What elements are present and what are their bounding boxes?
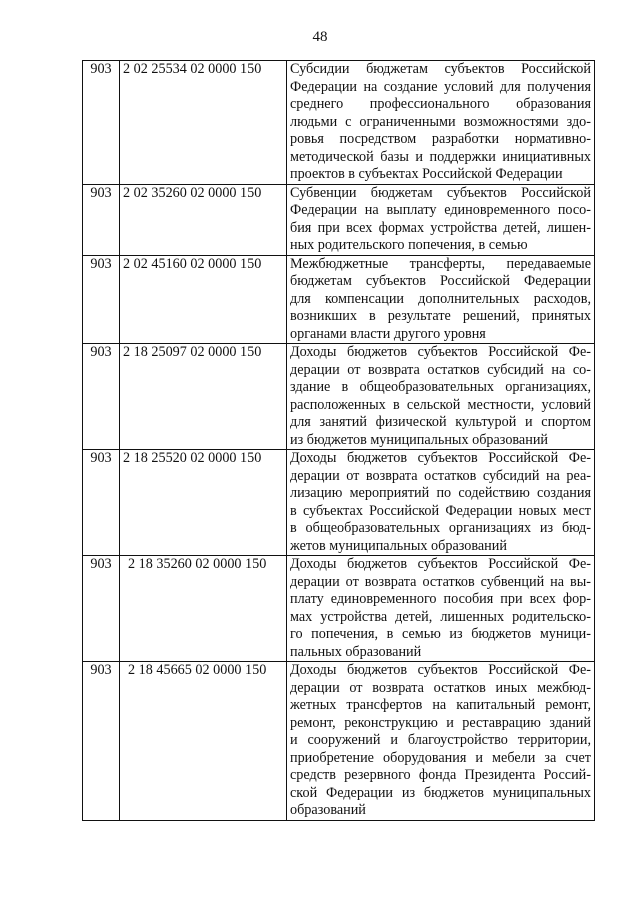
budget-code-cell: 2 02 35260 02 0000 150 bbox=[120, 184, 287, 255]
description-line: Доходы бюджетов субъектов Российской Фе- bbox=[290, 662, 591, 678]
description-line: органами власти другого уровня bbox=[290, 325, 486, 342]
description-cell bbox=[287, 255, 595, 344]
page-number: 48 bbox=[312, 29, 328, 45]
description-line: плату единовременного пособия при всех фор- bbox=[290, 591, 591, 607]
budget-code-cell: 2 02 45160 02 0000 150 bbox=[120, 255, 287, 344]
description-line: лизацию мероприятий по содействию создания bbox=[290, 485, 591, 501]
table-row bbox=[83, 344, 595, 450]
admin-code-cell: 903 bbox=[83, 450, 120, 556]
description-cell bbox=[287, 184, 595, 255]
table-row bbox=[83, 450, 595, 556]
description-line: ровья посредством разработки нормативно- bbox=[290, 131, 591, 147]
description-line: образований bbox=[290, 802, 366, 818]
admin-code-cell: 903 bbox=[83, 556, 120, 662]
description-cell bbox=[287, 662, 595, 821]
description-line: дерации от возврата остатков иных межбюд- bbox=[290, 679, 591, 696]
description-line: Федерации на выплату единовременного посо- bbox=[290, 202, 591, 218]
description-line: бия при всех формах устройства детей, лишен- bbox=[290, 219, 591, 236]
budget-classification-table bbox=[82, 60, 595, 821]
description-line: для занятий физической культурой и спортом bbox=[290, 414, 591, 430]
description-line: возникших в результате решений, принятых bbox=[290, 308, 591, 324]
description-line: дерации от возврата остатков субсидий на реа- bbox=[290, 467, 591, 484]
description-line: среднего профессионального образования bbox=[290, 96, 591, 112]
table-row bbox=[83, 556, 595, 662]
description-line: Субвенции бюджетам субъектов Российской bbox=[290, 184, 591, 201]
description-cell bbox=[287, 344, 595, 450]
admin-code-cell: 903 bbox=[83, 662, 120, 821]
description-line: людьми с ограниченными возможностями здо- bbox=[290, 113, 591, 130]
description-line: из бюджетов муниципальных образований bbox=[290, 431, 548, 448]
budget-code-cell: 2 18 25097 02 0000 150 bbox=[120, 344, 287, 450]
description-line: расположенных в сельской местности, условий bbox=[290, 396, 591, 413]
description-line: проектов в субъектах Российской Федерации bbox=[290, 166, 563, 182]
table-row bbox=[83, 184, 595, 255]
description-line: здание в общеобразовательных организациях, bbox=[290, 379, 591, 395]
description-line: жетов муниципальных образований bbox=[290, 537, 507, 554]
description-line: дерации от возврата остатков субсидий на со- bbox=[290, 361, 591, 378]
description-line: средств резервного фонда Президента Россий- bbox=[290, 767, 591, 783]
admin-code-cell: 903 bbox=[83, 184, 120, 255]
description-line: для компенсации дополнительных расходов, bbox=[290, 290, 591, 307]
description-line: Федерации на создание условий для получения bbox=[290, 78, 591, 95]
description-cell bbox=[287, 450, 595, 556]
description-line: методической базы и поддержки инициативных bbox=[290, 148, 591, 165]
description-line: бюджетам субъектов Российской Федерации bbox=[290, 273, 591, 289]
description-line: ремонт, реконструкцию и реставрацию зданий bbox=[290, 714, 591, 731]
description-line: Доходы бюджетов субъектов Российской Фе- bbox=[290, 450, 591, 466]
table-row bbox=[83, 61, 595, 185]
budget-code-cell: 2 18 45665 02 0000 150 bbox=[120, 662, 287, 821]
admin-code-cell: 903 bbox=[83, 61, 120, 185]
description-cell bbox=[287, 556, 595, 662]
description-line: ской Федерации из бюджетов муниципальных bbox=[290, 784, 591, 801]
table-row bbox=[83, 255, 595, 344]
description-line: пальных образований bbox=[290, 643, 422, 660]
description-line: и сооружений и благоустройство территории, bbox=[290, 732, 591, 748]
budget-code-cell: 2 18 25520 02 0000 150 bbox=[120, 450, 287, 556]
admin-code-cell: 903 bbox=[83, 255, 120, 344]
description-line: жетных трансфертов на капитальный ремонт, bbox=[290, 697, 591, 713]
budget-code-cell: 2 02 25534 02 0000 150 bbox=[120, 61, 287, 185]
description-line: мах устройства детей, лишенных родительско- bbox=[290, 608, 591, 625]
description-line: Межбюджетные трансферты, передаваемые bbox=[290, 255, 591, 272]
description-line: приобретение оборудования и мебели за счет bbox=[290, 749, 591, 766]
description-line: го попечения, в семью из бюджетов муници- bbox=[290, 626, 591, 642]
description-line: дерации от возврата остатков субвенций на вы- bbox=[290, 573, 591, 590]
description-line: ных родительского попечения, в семью bbox=[290, 237, 528, 253]
description-line: в субъектах Российской Федерации новых мест bbox=[290, 502, 591, 519]
description-line: Доходы бюджетов субъектов Российской Фе- bbox=[290, 556, 591, 572]
description-line: Субсидии бюджетам субъектов Российской bbox=[290, 61, 591, 77]
table-row bbox=[83, 662, 595, 821]
description-line: в общеобразовательных организациях из бюд- bbox=[290, 520, 591, 536]
admin-code-cell: 903 bbox=[83, 344, 120, 450]
description-cell bbox=[287, 61, 595, 185]
description-line: Доходы бюджетов субъектов Российской Фе- bbox=[290, 344, 591, 360]
budget-code-cell: 2 18 35260 02 0000 150 bbox=[120, 556, 287, 662]
